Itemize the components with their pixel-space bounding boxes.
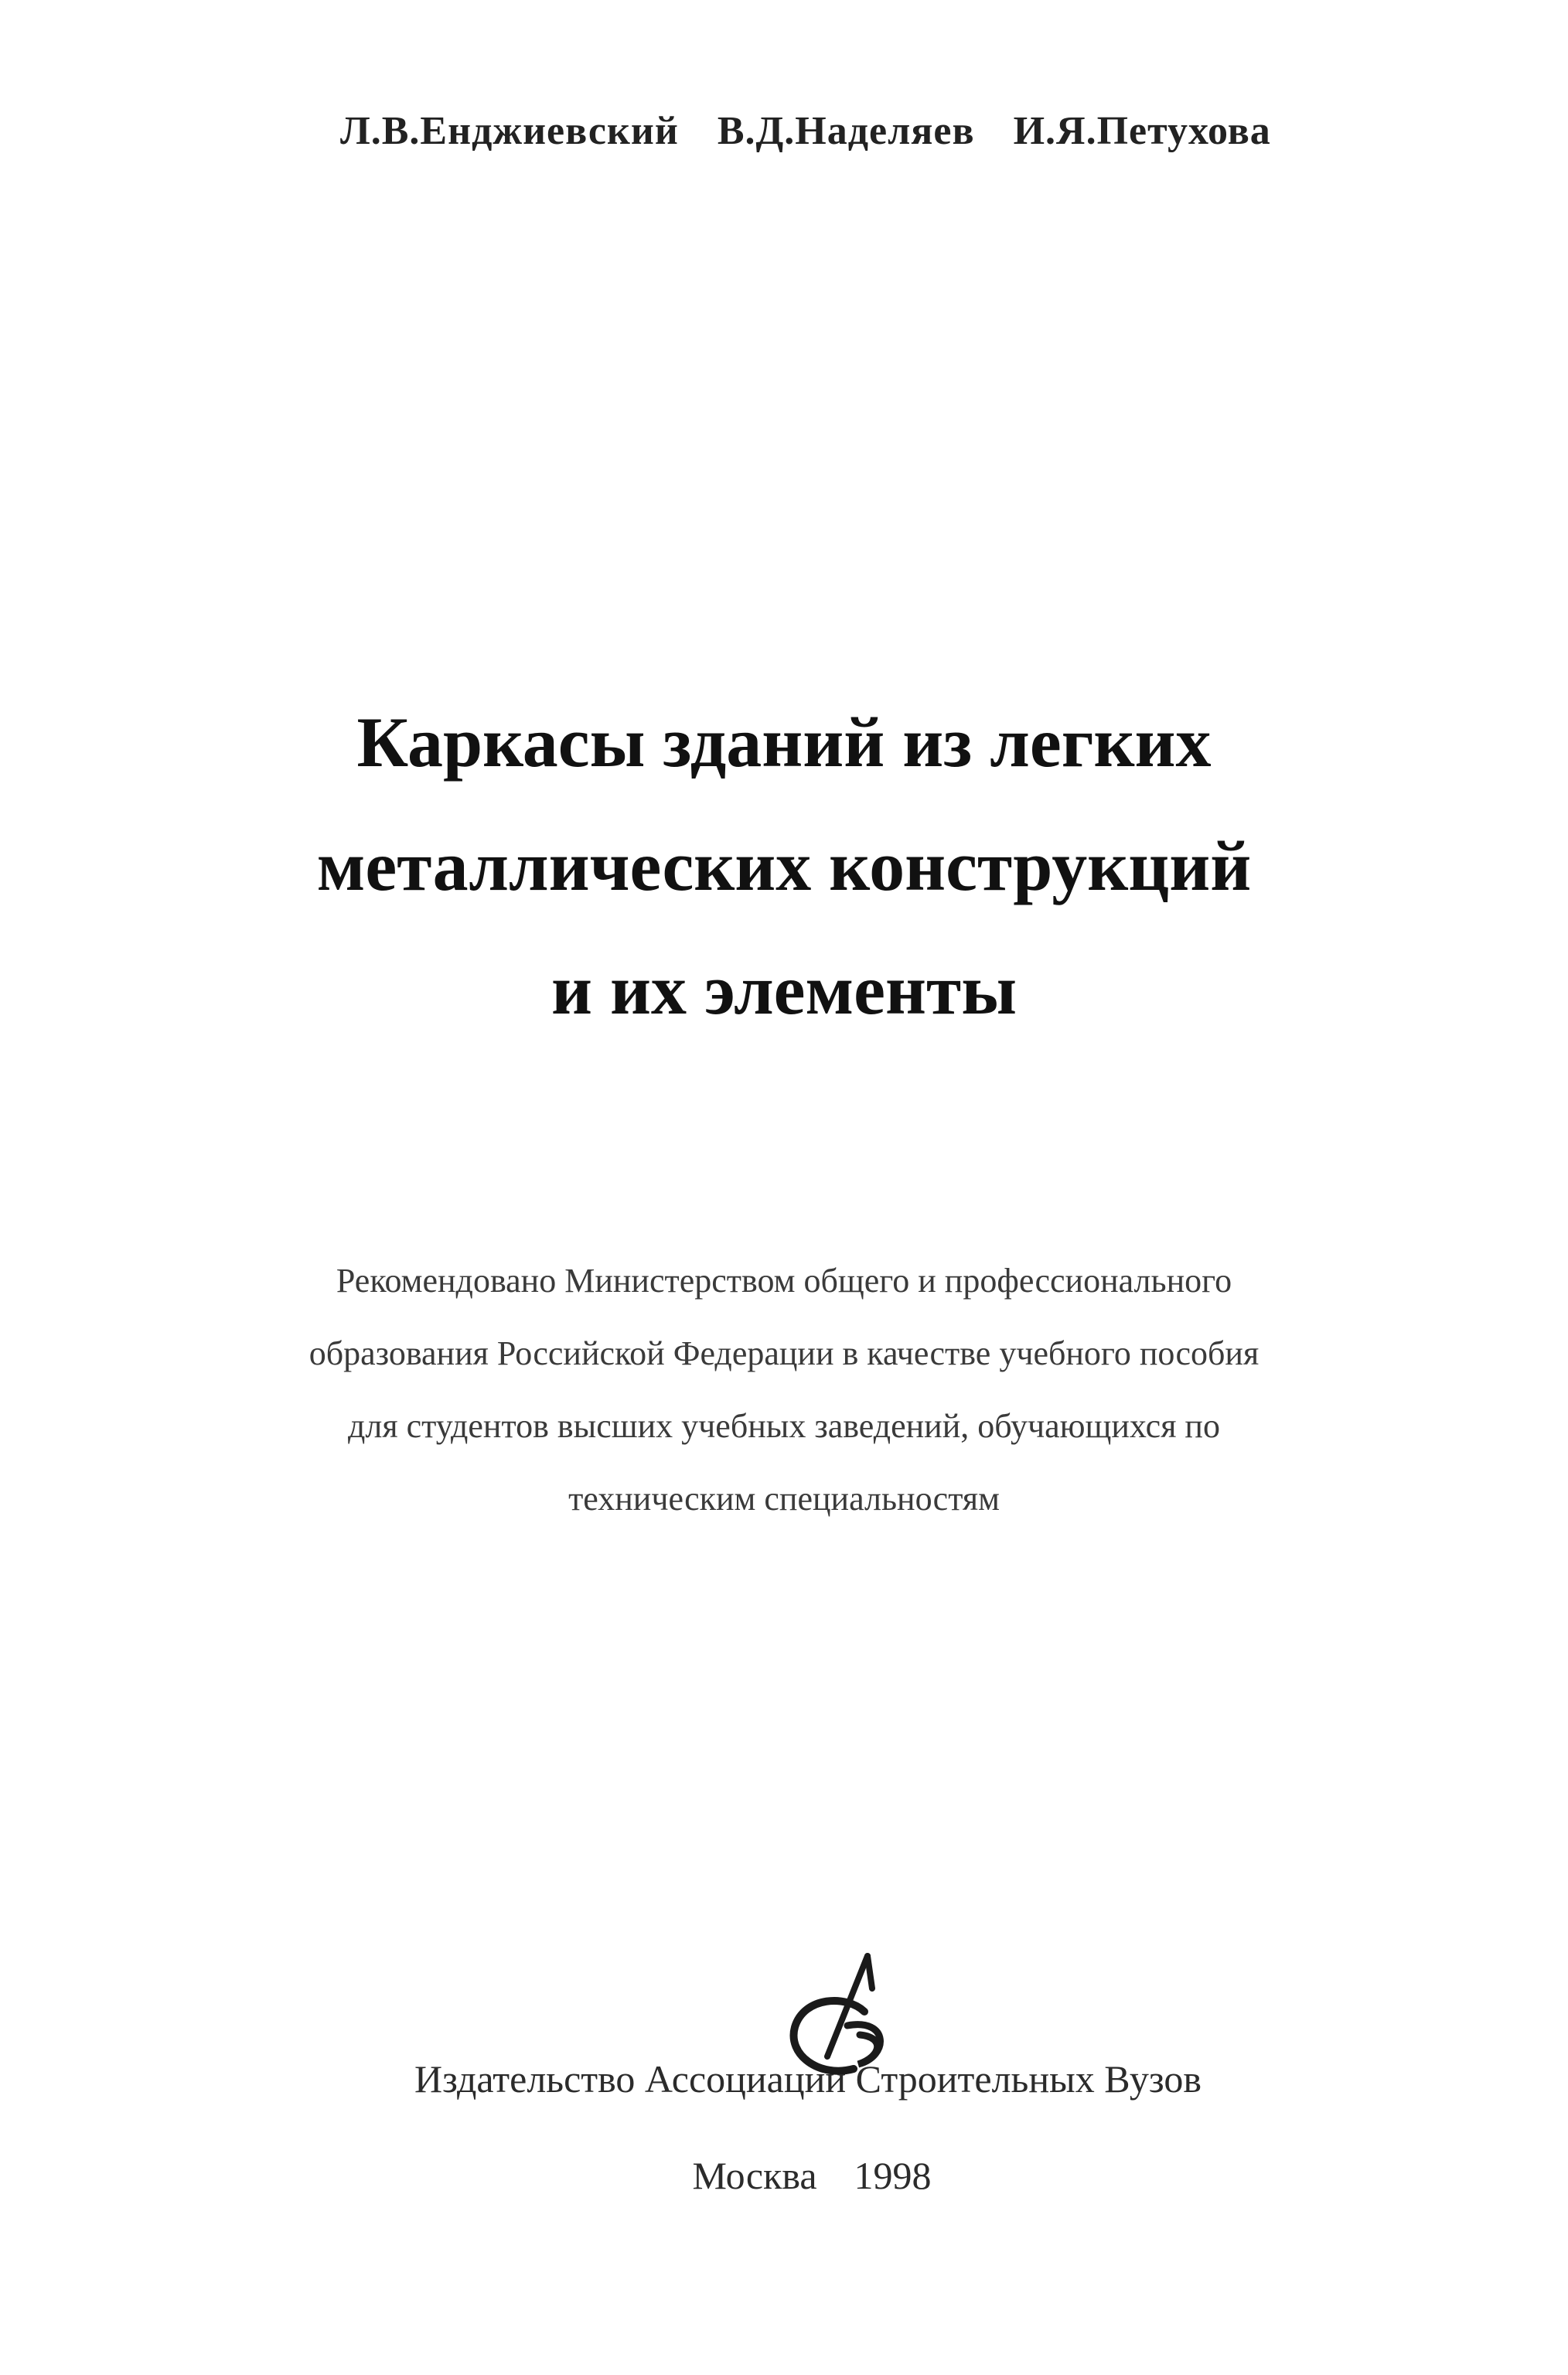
recommendation-line-2: образования Российской Федерации в качестве учебного пособия <box>308 1334 1260 1372</box>
author-2: В.Д.Наделяев <box>717 109 975 153</box>
author-1: Л.В.Енджиевский <box>340 109 679 153</box>
recommendation-line-4: техническим специальностям <box>568 1480 1000 1518</box>
recommendation-line-1: Рекомендовано Министерством общего и профессионального <box>336 1262 1232 1300</box>
author-3: И.Я.Петухова <box>1013 109 1271 153</box>
city: Москва <box>692 2154 817 2197</box>
publisher-name: Издательство Ассоциации Строительных Вузов <box>414 2057 1202 2101</box>
title-line-2: металлических конструкций <box>316 826 1252 905</box>
recommendation-note <box>0 1245 1568 1535</box>
recommendation-line-3: для студентов высших учебных заведений, обучающихся по <box>348 1407 1220 1445</box>
title-line-1: Каркасы зданий из легких <box>356 703 1212 782</box>
imprint <box>0 2153 1568 2198</box>
book-title <box>0 680 1568 1051</box>
authors-line <box>340 108 1438 154</box>
year: 1998 <box>854 2154 932 2197</box>
title-line-3: и их элементы <box>551 950 1017 1029</box>
